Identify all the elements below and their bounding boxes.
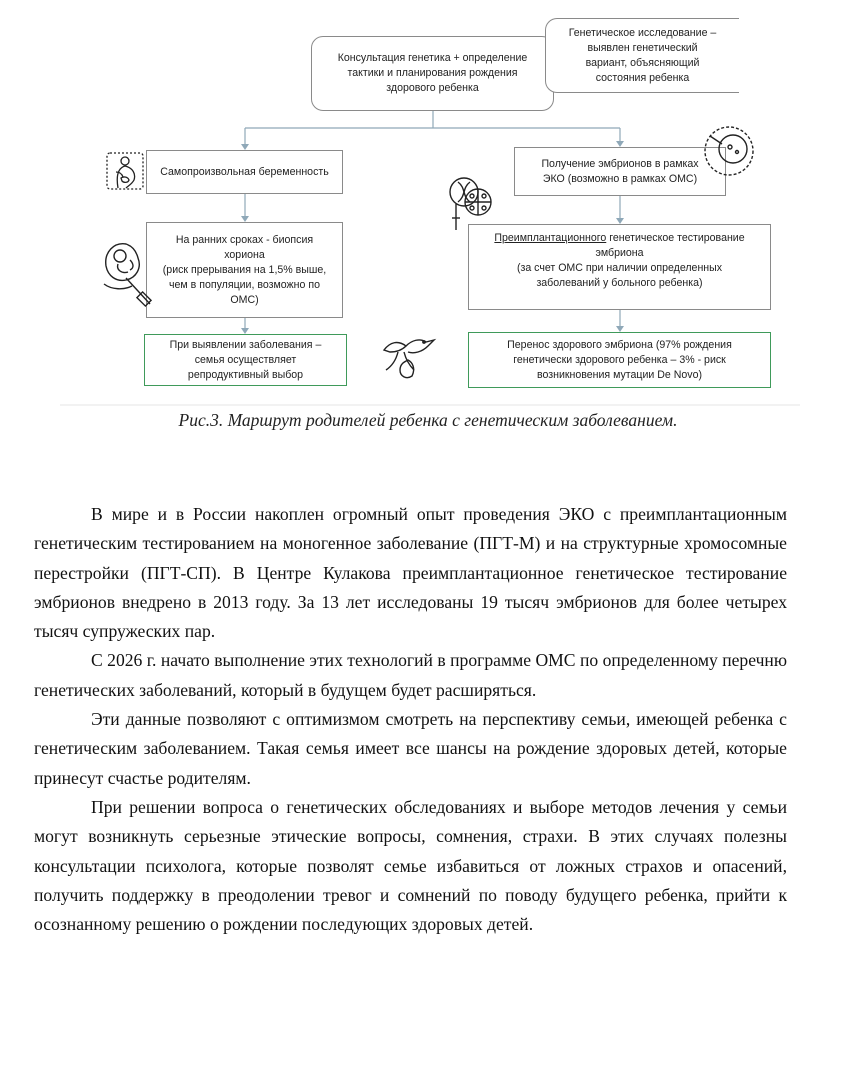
embryo-retrieval-box: Получение эмбрионов в рамках ЭКО (возможно в рамках ОМС)	[514, 147, 726, 196]
paragraph: В мире и в России накоплен огромный опыт проведения ЭКО с преимплантационным генетическим тестированием на моногенное заболевание (ПГТ-М) и на структурные хромосомные перестройки (ПГТ-СП). В Центре Кулакова преимплантационное генетическое тестирование эмбрионов внедрено в 2013 году. За 13 лет исследованы 19 тысяч эмбрионов для более четырех тысяч супружеских пар.	[34, 504, 787, 642]
paragraph: С 2026 г. начато выполнение этих технологий в программе ОМС по определенному перечню генетических заболеваний, который в будущем будет расширяться.	[34, 650, 787, 700]
reproductive-choice-box: При выявлении заболевания – семья осуществляет репродуктивный выбор	[144, 334, 347, 386]
paragraph: При решении вопроса о генетических обследованиях и выборе методов лечения у семьи могут возникнуть серьезные этические вопросы, сомнения, страхи. В этих случаях полезны консультации психолога, которые позволят семье избавиться от ложных страхов и опасений, получить поддержку в преодолении тревог и сомнений по поводу будущего ребенка, прийти к осознанному решению о рождении последующих здоровых детей.	[34, 796, 787, 935]
pgt-box	[468, 224, 771, 310]
chorion-biopsy-box: На ранних сроках - биопсия хориона (риск прерывания на 1,5% выше, чем в популяции, возможно по ОМС)	[146, 222, 343, 318]
genetic-consultation-box: Консультация генетика + определение тактики и планирования рождения здорового ребенка	[311, 36, 554, 111]
paragraph: Эти данные позволяют с оптимизмом смотреть на перспективу семьи, имеющей ребенка с генетическим заболеванием. Такая семья имеет все шансы на рождение здоровых детей, которые принесут счастье родителям.	[34, 709, 787, 788]
figure-caption: Рис.3. Маршрут родителей ребенка с генетическим заболеванием.	[178, 410, 678, 430]
pgt-underlined-term: Преимплантационного	[494, 232, 607, 244]
dna-magnifier-icon	[444, 172, 502, 234]
pregnant-woman-icon	[104, 150, 146, 192]
fetus-biopsy-icon	[96, 238, 158, 310]
spontaneous-pregnancy-box: Самопроизвольная беременность	[146, 150, 343, 194]
pgt-text: генетическое тестирование эмбриона (за счет ОМС при наличии определенных заболеваний у больного ребенка)	[516, 232, 745, 289]
embryo-transfer-box: Перенос здорового эмбриона (97% рождения генетически здорового ребенка – 3% - риск возникновения мутации De Novo)	[468, 332, 771, 388]
genetic-research-box: Генетическое исследование – выявлен генетический вариант, объясняющий состояния ребенка	[545, 18, 739, 93]
petri-dish-icon	[700, 122, 758, 180]
stork-icon	[378, 330, 438, 382]
body-text	[34, 500, 787, 939]
